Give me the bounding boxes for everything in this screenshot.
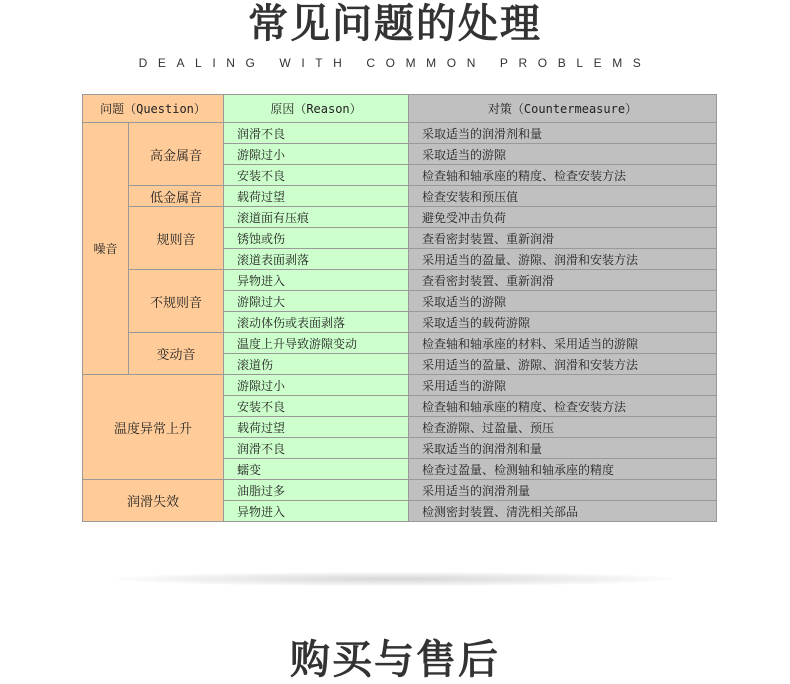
header-countermeasure: 对策（Countermeasure） bbox=[409, 95, 717, 123]
reason-cell: 游隙过小 bbox=[224, 375, 409, 396]
reason-cell: 润滑不良 bbox=[224, 123, 409, 144]
table-row bbox=[83, 270, 717, 291]
reason-cell: 温度上升导致游隙变动 bbox=[224, 333, 409, 354]
table-row bbox=[83, 207, 717, 228]
header-question: 问题（Question） bbox=[83, 95, 224, 123]
reason-cell: 滚道表面剥落 bbox=[224, 249, 409, 270]
countermeasure-cell: 检查安装和预压值 bbox=[409, 186, 717, 207]
countermeasure-cell: 检查过盈量、检测轴和轴承座的精度 bbox=[409, 459, 717, 480]
countermeasure-cell: 检查轴和轴承座的精度、检查安装方法 bbox=[409, 165, 717, 186]
countermeasure-cell: 查看密封装置、重新润滑 bbox=[409, 228, 717, 249]
table-row bbox=[83, 186, 717, 207]
subproblem-cell: 高金属音 bbox=[129, 123, 224, 186]
reason-cell: 滚动体伤或表面剥落 bbox=[224, 312, 409, 333]
reason-cell: 异物进入 bbox=[224, 501, 409, 522]
subproblem-cell: 规则音 bbox=[129, 207, 224, 270]
reason-cell: 锈蚀或伤 bbox=[224, 228, 409, 249]
table-row bbox=[83, 480, 717, 501]
reason-cell: 安装不良 bbox=[224, 396, 409, 417]
page-subtitle: DEALING WITH COMMON PROBLEMS bbox=[138, 56, 652, 70]
table-row bbox=[83, 333, 717, 354]
table-row bbox=[83, 375, 717, 396]
reason-cell: 载荷过望 bbox=[224, 417, 409, 438]
reason-cell: 游隙过大 bbox=[224, 291, 409, 312]
countermeasure-cell: 采用适当的盈量、游隙、润滑和安装方法 bbox=[409, 354, 717, 375]
subproblem-cell: 不规则音 bbox=[129, 270, 224, 333]
countermeasure-cell: 采用适当的游隙 bbox=[409, 375, 717, 396]
countermeasure-cell: 采取适当的游隙 bbox=[409, 144, 717, 165]
subproblem-cell: 低金属音 bbox=[129, 186, 224, 207]
reason-cell: 蠕变 bbox=[224, 459, 409, 480]
page-title: 常见问题的处理 bbox=[248, 1, 542, 47]
reason-cell: 滚道面有压痕 bbox=[224, 207, 409, 228]
countermeasure-cell: 采用适当的盈量、游隙、润滑和安装方法 bbox=[409, 249, 717, 270]
countermeasure-cell: 采用适当的润滑剂量 bbox=[409, 480, 717, 501]
countermeasure-cell: 查看密封装置、重新润滑 bbox=[409, 270, 717, 291]
next-section-title: 购买与售后 bbox=[290, 637, 500, 683]
problem-cell: 噪音 bbox=[83, 123, 129, 375]
problem-cell: 润滑失效 bbox=[83, 480, 224, 522]
reason-cell: 异物进入 bbox=[224, 270, 409, 291]
reason-cell: 油脂过多 bbox=[224, 480, 409, 501]
countermeasure-cell: 检查轴和轴承座的材料、采用适当的游隙 bbox=[409, 333, 717, 354]
header-reason: 原因（Reason） bbox=[224, 95, 409, 123]
countermeasure-cell: 检查轴和轴承座的精度、检查安装方法 bbox=[409, 396, 717, 417]
subproblem-cell: 变动音 bbox=[129, 333, 224, 375]
countermeasure-cell: 采取适当的载荷游隙 bbox=[409, 312, 717, 333]
table-row bbox=[83, 123, 717, 144]
countermeasure-cell: 避免受冲击负荷 bbox=[409, 207, 717, 228]
countermeasure-cell: 采取适当的润滑剂和量 bbox=[409, 123, 717, 144]
countermeasure-cell: 采取适当的游隙 bbox=[409, 291, 717, 312]
countermeasure-cell: 检测密封装置、清洗相关部品 bbox=[409, 501, 717, 522]
table-header-row bbox=[83, 95, 717, 123]
reason-cell: 滚道伤 bbox=[224, 354, 409, 375]
reason-cell: 游隙过小 bbox=[224, 144, 409, 165]
problems-table bbox=[82, 94, 717, 522]
reason-cell: 载荷过望 bbox=[224, 186, 409, 207]
reason-cell: 安装不良 bbox=[224, 165, 409, 186]
problem-cell: 温度异常上升 bbox=[83, 375, 224, 480]
countermeasure-cell: 采取适当的润滑剂和量 bbox=[409, 438, 717, 459]
reason-cell: 润滑不良 bbox=[224, 438, 409, 459]
countermeasure-cell: 检查游隙、过盈量、预压 bbox=[409, 417, 717, 438]
section-divider-shadow bbox=[115, 572, 675, 586]
